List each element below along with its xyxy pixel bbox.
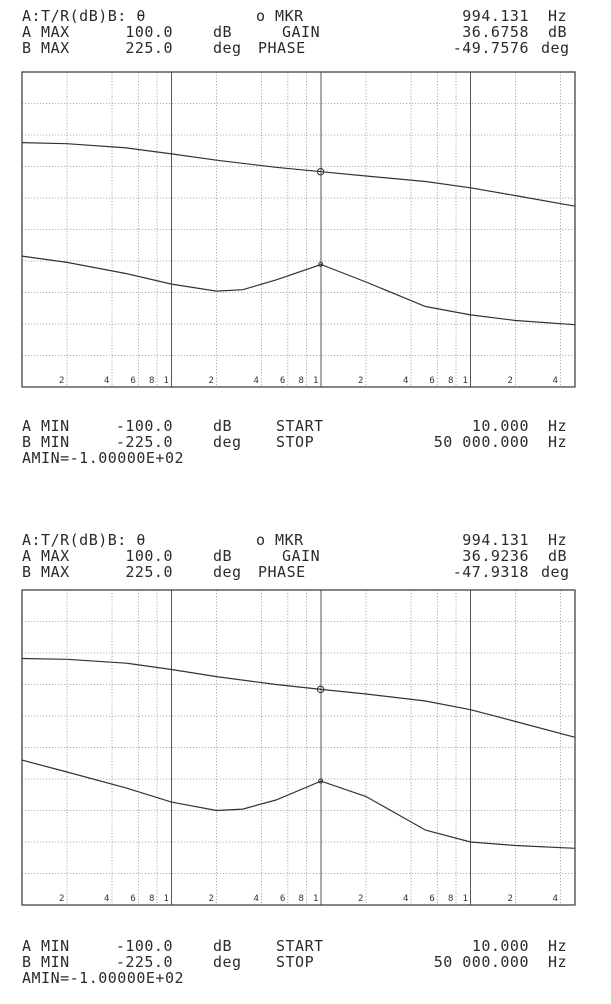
x-tick-label: 6: [429, 376, 435, 386]
b-max-unit: deg: [213, 563, 242, 581]
bode-plot: [22, 72, 575, 387]
phase-unit: deg: [541, 39, 570, 57]
b-min-label: B MIN: [22, 953, 70, 971]
marker-frequency-value: 994.131: [462, 531, 529, 549]
gain-value: 36.6758: [462, 23, 529, 41]
a-max-value: 100.0: [125, 23, 173, 41]
mode-label: A:T/R(dB)B: θ: [22, 531, 146, 549]
a-max-label: A MAX: [22, 23, 70, 41]
b-max-value: 225.0: [125, 563, 173, 581]
b-min-unit: deg: [213, 953, 242, 971]
x-tick-label: 6: [429, 894, 435, 904]
gain-label: GAIN: [282, 23, 321, 41]
start-label: START: [276, 417, 324, 435]
x-tick-label: 4: [552, 894, 558, 904]
start-value: 10.000: [471, 937, 529, 955]
x-tick-label: 1: [163, 376, 169, 386]
x-tick-label: 1: [313, 376, 319, 386]
x-tick-label: 4: [253, 376, 259, 386]
x-tick-label: 6: [130, 894, 136, 904]
gain-unit: dB: [548, 547, 568, 565]
marker-frequency-unit: Hz: [548, 531, 568, 549]
start-unit: Hz: [548, 417, 568, 435]
x-tick-label: 2: [358, 376, 364, 386]
amin-readout: AMIN=-1.00000E+02: [22, 449, 185, 467]
a-min-label: A MIN: [22, 417, 70, 435]
x-tick-label: 2: [208, 376, 214, 386]
marker-frequency-unit: Hz: [548, 7, 568, 25]
x-tick-label: 1: [313, 894, 319, 904]
b-max-value: 225.0: [125, 39, 173, 57]
x-tick-label: 8: [149, 376, 155, 386]
gain-trace: [22, 143, 575, 207]
x-tick-label: 1: [462, 376, 468, 386]
x-tick-label: 8: [298, 894, 304, 904]
b-min-value: -225.0: [115, 433, 173, 451]
phase-value: -49.7576: [452, 39, 529, 57]
x-tick-label: 4: [403, 376, 409, 386]
stop-label: STOP: [276, 433, 315, 451]
phase-value: -47.9318: [452, 563, 529, 581]
phase-label: PHASE: [258, 39, 306, 57]
start-unit: Hz: [548, 937, 568, 955]
x-tick-label: 4: [253, 894, 259, 904]
x-tick-label: 6: [279, 376, 286, 386]
a-min-value: -100.0: [115, 417, 173, 435]
gain-value: 36.9236: [462, 547, 529, 565]
phase-label: PHASE: [258, 563, 306, 581]
x-tick-label: 2: [59, 894, 65, 904]
bode-plot: [22, 590, 575, 905]
a-max-unit: dB: [213, 547, 233, 565]
x-tick-label: 4: [552, 376, 558, 386]
b-max-unit: deg: [213, 39, 242, 57]
start-value: 10.000: [471, 417, 529, 435]
x-tick-label: 8: [298, 376, 304, 386]
a-min-label: A MIN: [22, 937, 70, 955]
analyzer-panel-1: [0, 0, 611, 470]
phase-trace: [22, 256, 575, 325]
analyzer-panel-2: [0, 524, 611, 994]
x-tick-label: 6: [279, 894, 286, 904]
x-tick-label: 4: [403, 894, 409, 904]
x-tick-label: 2: [507, 376, 513, 386]
a-min-unit: dB: [213, 417, 233, 435]
x-tick-label: 4: [104, 376, 110, 386]
x-tick-label: 8: [448, 894, 454, 904]
x-tick-label: 8: [448, 376, 454, 386]
x-tick-label: 2: [358, 894, 364, 904]
phase-trace: [22, 760, 575, 848]
marker-label: o MKR: [256, 531, 304, 549]
x-tick-label: 8: [149, 894, 155, 904]
gain-unit: dB: [548, 23, 568, 41]
x-tick-label: 2: [208, 894, 214, 904]
a-max-unit: dB: [213, 23, 233, 41]
amin-readout: AMIN=-1.00000E+02: [22, 969, 185, 987]
stop-value: 50 000.000: [433, 433, 529, 451]
x-tick-label: 2: [59, 376, 65, 386]
mode-label: A:T/R(dB)B: θ: [22, 7, 146, 25]
phase-unit: deg: [541, 563, 570, 581]
marker-frequency-value: 994.131: [462, 7, 529, 25]
b-max-label: B MAX: [22, 39, 70, 57]
a-max-value: 100.0: [125, 547, 173, 565]
x-tick-label: 4: [104, 894, 110, 904]
gain-trace: [22, 659, 575, 738]
b-min-label: B MIN: [22, 433, 70, 451]
a-min-value: -100.0: [115, 937, 173, 955]
marker-label: o MKR: [256, 7, 304, 25]
x-tick-label: 6: [130, 376, 136, 386]
a-min-unit: dB: [213, 937, 233, 955]
b-min-value: -225.0: [115, 953, 173, 971]
stop-label: STOP: [276, 953, 315, 971]
stop-value: 50 000.000: [433, 953, 529, 971]
gain-label: GAIN: [282, 547, 321, 565]
x-tick-label: 1: [462, 894, 468, 904]
x-tick-label: 2: [507, 894, 513, 904]
b-max-label: B MAX: [22, 563, 70, 581]
x-tick-label: 1: [163, 894, 169, 904]
stop-unit: Hz: [548, 433, 568, 451]
stop-unit: Hz: [548, 953, 568, 971]
start-label: START: [276, 937, 324, 955]
b-min-unit: deg: [213, 433, 242, 451]
a-max-label: A MAX: [22, 547, 70, 565]
